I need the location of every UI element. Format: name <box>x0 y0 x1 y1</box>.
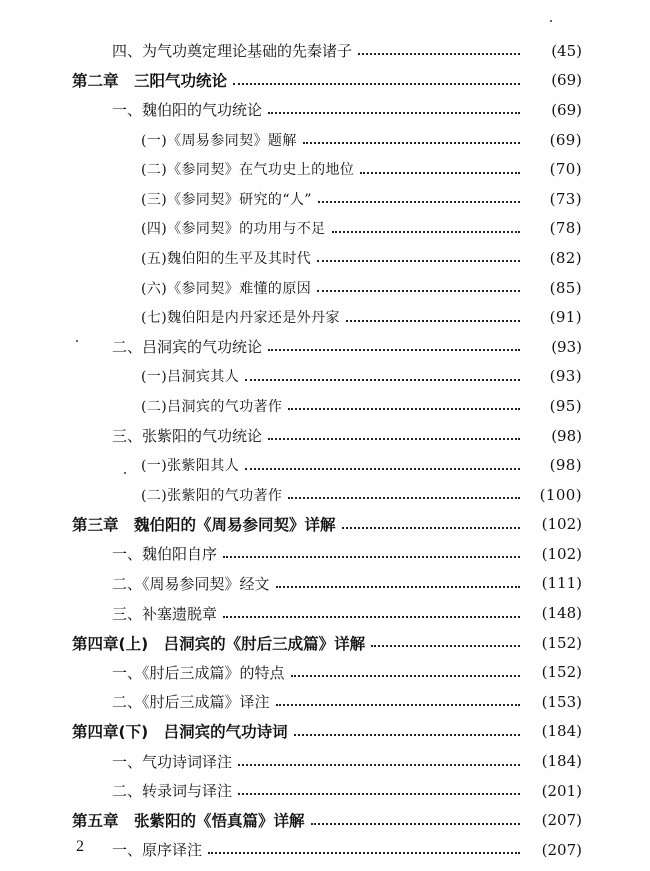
dot-leader <box>317 289 520 292</box>
toc-entry-page: (98) <box>549 456 582 475</box>
toc-entry <box>0 362 650 392</box>
toc-entry-title: 一、魏伯阳的气功统论 <box>112 101 263 120</box>
dot-leader <box>291 674 520 677</box>
dot-leader <box>238 792 520 795</box>
toc-entry <box>0 125 650 155</box>
dot-leader <box>223 615 520 618</box>
toc-entry <box>0 36 650 66</box>
toc-entry-title: (二)《参同契》在气功史上的地位 <box>141 162 355 179</box>
dot-leader <box>346 319 520 322</box>
dot-leader <box>360 171 520 174</box>
toc-entry <box>0 776 650 806</box>
toc-entry-title: (一)《周易参同契》题解 <box>141 132 297 149</box>
toc-entry-title: (四)《参同契》的功用与不足 <box>141 221 326 238</box>
toc-entry-page: (82) <box>549 248 582 267</box>
toc-entry-title: 一、气功诗词译注 <box>112 752 233 771</box>
toc-entry <box>0 273 650 303</box>
toc-entry <box>0 421 650 451</box>
dot-leader <box>238 763 520 766</box>
toc-entry-page: (85) <box>549 278 582 297</box>
dot-leader <box>223 555 520 558</box>
toc-entry-title: 二、吕洞宾的气功统论 <box>112 338 263 357</box>
toc-entry-title: 第四章(下) 吕洞宾的气功诗词 <box>72 723 288 742</box>
toc-entry-title: 一、原序译注 <box>112 841 203 860</box>
toc-entry-page: (93) <box>551 337 582 356</box>
toc-entry <box>0 332 650 362</box>
toc-entry-title: 三、张紫阳的气功统论 <box>112 427 263 446</box>
toc-entry-title: 二、《肘后三成篇》译注 <box>112 693 270 712</box>
toc-chapter-entry <box>0 805 650 835</box>
toc-entry-title: (一)吕洞宾其人 <box>141 369 240 386</box>
toc-entry-page: (153) <box>541 692 582 711</box>
dot-leader <box>311 822 520 825</box>
scan-speck <box>124 472 126 474</box>
toc-entry-page: (207) <box>541 840 582 859</box>
toc-entry-page: (184) <box>541 752 582 771</box>
toc-entry-title: 第三章 魏伯阳的《周易参同契》详解 <box>72 516 336 535</box>
dot-leader <box>245 467 520 470</box>
toc-entry <box>0 184 650 214</box>
toc-entry-page: (111) <box>541 574 582 593</box>
scan-speck <box>550 20 552 22</box>
toc-entry-title: (二)吕洞宾的气功著作 <box>141 398 283 415</box>
toc-entry <box>0 835 650 865</box>
dot-leader <box>276 585 520 588</box>
toc-entry <box>0 302 650 332</box>
dot-leader <box>245 378 520 381</box>
toc-entry-page: (184) <box>541 722 582 741</box>
toc-entry-page: (100) <box>539 485 582 504</box>
toc-entry-page: (201) <box>541 781 582 800</box>
dot-leader <box>288 496 520 499</box>
dot-leader <box>288 407 520 410</box>
toc-entry <box>0 539 650 569</box>
toc-entry <box>0 657 650 687</box>
page-number: 2 <box>76 838 84 855</box>
toc-entry-page: (152) <box>541 633 582 652</box>
toc-entry-page: (102) <box>541 544 582 563</box>
toc-entry-title: (七)魏伯阳是内丹家还是外丹家 <box>141 310 340 327</box>
toc-entry <box>0 154 650 184</box>
dot-leader <box>342 526 520 529</box>
toc-entry-title: (六)《参同契》难懂的原因 <box>141 280 312 297</box>
toc-entry-page: (148) <box>541 604 582 623</box>
toc-entry-title: (一)张紫阳其人 <box>141 458 240 475</box>
dot-leader <box>233 82 520 85</box>
toc-entry <box>0 214 650 244</box>
scan-speck <box>76 340 78 342</box>
toc-entry-title: (二)张紫阳的气功著作 <box>141 487 283 504</box>
dot-leader <box>317 259 520 262</box>
toc-entry-title: (三)《参同契》研究的“人” <box>141 191 312 208</box>
table-of-contents <box>0 36 650 865</box>
toc-entry-page: (91) <box>549 308 582 327</box>
toc-entry-page: (98) <box>551 426 582 445</box>
dot-leader <box>318 200 520 203</box>
toc-entry-page: (69) <box>551 71 582 90</box>
dot-leader <box>371 644 520 647</box>
toc-entry <box>0 450 650 480</box>
toc-entry <box>0 569 650 599</box>
toc-entry <box>0 598 650 628</box>
toc-entry-title: 第五章 张紫阳的《悟真篇》详解 <box>72 812 305 831</box>
toc-entry-title: (五)魏伯阳的生平及其时代 <box>141 250 312 267</box>
toc-entry-page: (207) <box>541 811 582 830</box>
toc-entry-title: 一、《肘后三成篇》的特点 <box>112 663 285 682</box>
toc-chapter-entry <box>0 66 650 96</box>
dot-leader <box>268 111 520 114</box>
toc-chapter-entry <box>0 510 650 540</box>
toc-entry <box>0 243 650 273</box>
toc-entry-page: (45) <box>551 41 582 60</box>
toc-entry-title: 四、为气功奠定理论基础的先秦诸子 <box>112 42 353 61</box>
dot-leader <box>303 141 520 144</box>
toc-entry-title: 三、补塞遗脱章 <box>112 604 218 623</box>
toc-entry-title: 二、转录词与译注 <box>112 782 233 801</box>
toc-entry <box>0 480 650 510</box>
dot-leader <box>332 230 520 233</box>
toc-entry <box>0 95 650 125</box>
toc-entry-page: (70) <box>549 160 582 179</box>
toc-entry-page: (78) <box>549 219 582 238</box>
toc-entry <box>0 746 650 776</box>
toc-entry-page: (93) <box>549 367 582 386</box>
toc-entry <box>0 687 650 717</box>
toc-chapter-entry <box>0 717 650 747</box>
dot-leader <box>268 348 520 351</box>
dot-leader <box>294 733 520 736</box>
toc-entry-page: (69) <box>551 100 582 119</box>
toc-entry-title: 第二章 三阳气功统论 <box>72 72 228 91</box>
toc-entry-title: 第四章(上) 吕洞宾的《肘后三成篇》详解 <box>72 634 366 653</box>
dot-leader <box>358 52 520 55</box>
toc-entry-page: (73) <box>549 189 582 208</box>
toc-chapter-entry <box>0 628 650 658</box>
toc-entry-page: (95) <box>549 396 582 415</box>
dot-leader <box>208 851 520 854</box>
toc-entry-title: 一、魏伯阳自序 <box>112 545 218 564</box>
dot-leader <box>268 437 520 440</box>
toc-entry-page: (69) <box>549 130 582 149</box>
toc-entry-title: 二、《周易参同契》经文 <box>112 574 270 593</box>
toc-entry-page: (152) <box>541 663 582 682</box>
dot-leader <box>276 703 520 706</box>
toc-entry <box>0 391 650 421</box>
toc-entry-page: (102) <box>541 515 582 534</box>
